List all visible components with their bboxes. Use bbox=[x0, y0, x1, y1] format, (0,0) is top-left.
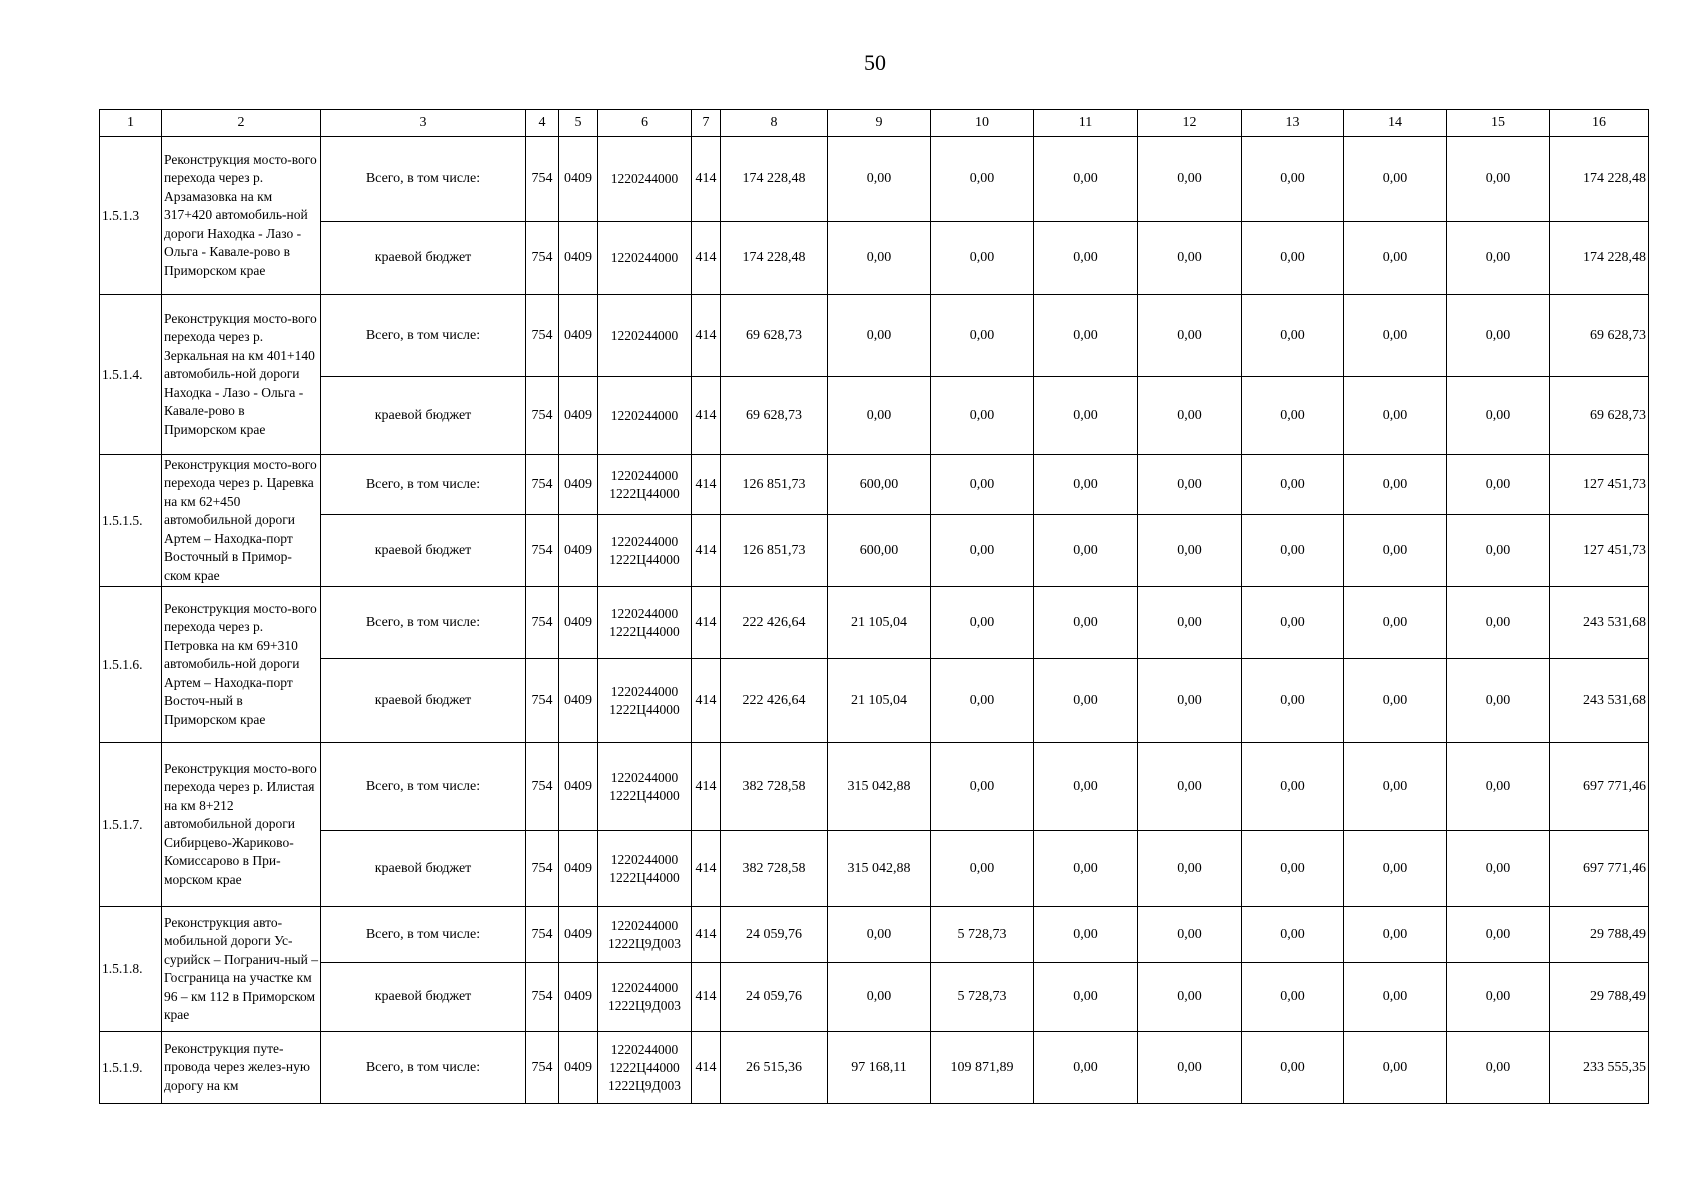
table-row bbox=[100, 222, 1649, 295]
cell-col-12: 0,00 bbox=[1138, 1032, 1242, 1104]
cell-col-12: 0,00 bbox=[1138, 907, 1242, 963]
cell-col-14: 0,00 bbox=[1344, 1032, 1447, 1104]
cell-col-11: 0,00 bbox=[1034, 659, 1138, 743]
entry-name: Реконструкция мосто-вого перехода через р. Царевка на км 62+450 автомобильной дороги Артем – Находка-порт Восточный в Примор-ском крае bbox=[162, 455, 321, 587]
col-header-4: 4 bbox=[526, 110, 559, 137]
cell-col-11: 0,00 bbox=[1034, 831, 1138, 907]
cell-col-15: 0,00 bbox=[1447, 222, 1550, 295]
entry-code: 1.5.1.3 bbox=[100, 137, 162, 295]
cell-col-16: 69 628,73 bbox=[1550, 377, 1649, 455]
col-header-14: 14 bbox=[1344, 110, 1447, 137]
cell-col-14: 0,00 bbox=[1344, 659, 1447, 743]
cell-col-5: 0409 bbox=[559, 831, 598, 907]
cell-col-16: 69 628,73 bbox=[1550, 295, 1649, 377]
cell-col-9: 0,00 bbox=[828, 907, 931, 963]
target-article-codes bbox=[598, 831, 692, 907]
cell-col-11: 0,00 bbox=[1034, 907, 1138, 963]
cell-col-10: 0,00 bbox=[931, 455, 1034, 515]
cell-col-4: 754 bbox=[526, 659, 559, 743]
row-category-label: краевой бюджет bbox=[321, 831, 526, 907]
target-article-code: 1220244000 bbox=[610, 769, 679, 785]
cell-col-12: 0,00 bbox=[1138, 377, 1242, 455]
cell-col-4: 754 bbox=[526, 963, 559, 1032]
entry-code: 1.5.1.4. bbox=[100, 295, 162, 455]
cell-col-8: 222 426,64 bbox=[721, 587, 828, 659]
cell-col-16: 233 555,35 bbox=[1550, 1032, 1649, 1104]
row-category-label: Всего, в том числе: bbox=[321, 1032, 526, 1104]
target-article-code: 1222Ц44000 bbox=[609, 485, 680, 501]
target-article-code: 1220244000 bbox=[610, 917, 679, 933]
cell-col-10: 109 871,89 bbox=[931, 1032, 1034, 1104]
cell-col-5: 0409 bbox=[559, 587, 598, 659]
entry-name: Реконструкция авто-мобильной дороги Ус-сурийск – Погранич-ный – Госграница на участке км 96 – км 112 в Приморском крае bbox=[162, 907, 321, 1032]
col-header-2: 2 bbox=[162, 110, 321, 137]
target-article-codes bbox=[598, 455, 692, 515]
row-category-label: Всего, в том числе: bbox=[321, 743, 526, 831]
cell-col-11: 0,00 bbox=[1034, 515, 1138, 587]
cell-col-7: 414 bbox=[692, 295, 721, 377]
cell-col-7: 414 bbox=[692, 222, 721, 295]
row-category-label: Всего, в том числе: bbox=[321, 455, 526, 515]
cell-col-8: 174 228,48 bbox=[721, 137, 828, 222]
cell-col-8: 126 851,73 bbox=[721, 515, 828, 587]
cell-col-15: 0,00 bbox=[1447, 659, 1550, 743]
target-article-codes bbox=[598, 295, 692, 377]
cell-col-16: 127 451,73 bbox=[1550, 515, 1649, 587]
cell-col-13: 0,00 bbox=[1242, 907, 1344, 963]
target-article-code: 1220244000 bbox=[610, 533, 679, 549]
cell-col-9: 0,00 bbox=[828, 377, 931, 455]
cell-col-7: 414 bbox=[692, 515, 721, 587]
cell-col-14: 0,00 bbox=[1344, 515, 1447, 587]
cell-col-16: 29 788,49 bbox=[1550, 963, 1649, 1032]
table-row bbox=[100, 515, 1649, 587]
cell-col-15: 0,00 bbox=[1447, 831, 1550, 907]
row-category-label: краевой бюджет bbox=[321, 222, 526, 295]
cell-col-10: 0,00 bbox=[931, 515, 1034, 587]
target-article-code: 1222Ц44000 bbox=[609, 869, 680, 885]
cell-col-10: 0,00 bbox=[931, 743, 1034, 831]
col-header-16: 16 bbox=[1550, 110, 1649, 137]
target-article-codes bbox=[598, 1032, 692, 1104]
target-article-code: 1222Ц9Д003 bbox=[608, 935, 681, 951]
cell-col-9: 0,00 bbox=[828, 222, 931, 295]
cell-col-16: 174 228,48 bbox=[1550, 222, 1649, 295]
cell-col-13: 0,00 bbox=[1242, 455, 1344, 515]
cell-col-10: 5 728,73 bbox=[931, 963, 1034, 1032]
cell-col-15: 0,00 bbox=[1447, 743, 1550, 831]
entry-code: 1.5.1.5. bbox=[100, 455, 162, 587]
cell-col-13: 0,00 bbox=[1242, 659, 1344, 743]
cell-col-4: 754 bbox=[526, 587, 559, 659]
cell-col-13: 0,00 bbox=[1242, 587, 1344, 659]
table-row bbox=[100, 907, 1649, 963]
cell-col-15: 0,00 bbox=[1447, 1032, 1550, 1104]
cell-col-12: 0,00 bbox=[1138, 743, 1242, 831]
table-row bbox=[100, 831, 1649, 907]
cell-col-11: 0,00 bbox=[1034, 137, 1138, 222]
cell-col-4: 754 bbox=[526, 295, 559, 377]
cell-col-5: 0409 bbox=[559, 743, 598, 831]
cell-col-5: 0409 bbox=[559, 1032, 598, 1104]
col-header-9: 9 bbox=[828, 110, 931, 137]
col-header-10: 10 bbox=[931, 110, 1034, 137]
table-row bbox=[100, 137, 1649, 222]
cell-col-15: 0,00 bbox=[1447, 137, 1550, 222]
cell-col-5: 0409 bbox=[559, 377, 598, 455]
cell-col-15: 0,00 bbox=[1447, 377, 1550, 455]
cell-col-7: 414 bbox=[692, 137, 721, 222]
cell-col-5: 0409 bbox=[559, 659, 598, 743]
entry-name: Реконструкция мосто-вого перехода через р. Петровка на км 69+310 автомобиль-ной дороги Артем – Находка-порт Восточ-ный в Приморском крае bbox=[162, 587, 321, 743]
cell-col-14: 0,00 bbox=[1344, 455, 1447, 515]
cell-col-14: 0,00 bbox=[1344, 743, 1447, 831]
cell-col-11: 0,00 bbox=[1034, 295, 1138, 377]
cell-col-7: 414 bbox=[692, 377, 721, 455]
target-article-code: 1220244000 bbox=[610, 605, 679, 621]
target-article-codes bbox=[598, 659, 692, 743]
target-article-codes bbox=[598, 377, 692, 455]
cell-col-5: 0409 bbox=[559, 963, 598, 1032]
entry-code: 1.5.1.9. bbox=[100, 1032, 162, 1104]
col-header-13: 13 bbox=[1242, 110, 1344, 137]
cell-col-10: 0,00 bbox=[931, 377, 1034, 455]
col-header-5: 5 bbox=[559, 110, 598, 137]
cell-col-14: 0,00 bbox=[1344, 963, 1447, 1032]
target-article-code: 1222Ц44000 bbox=[609, 787, 680, 803]
cell-col-10: 0,00 bbox=[931, 831, 1034, 907]
entry-name: Реконструкция путе-провода через желез-ную дорогу на км bbox=[162, 1032, 321, 1104]
cell-col-4: 754 bbox=[526, 831, 559, 907]
target-article-codes bbox=[598, 515, 692, 587]
table-row bbox=[100, 659, 1649, 743]
cell-col-5: 0409 bbox=[559, 222, 598, 295]
row-category-label: краевой бюджет bbox=[321, 377, 526, 455]
cell-col-15: 0,00 bbox=[1447, 587, 1550, 659]
cell-col-9: 600,00 bbox=[828, 455, 931, 515]
cell-col-13: 0,00 bbox=[1242, 295, 1344, 377]
cell-col-7: 414 bbox=[692, 659, 721, 743]
cell-col-14: 0,00 bbox=[1344, 587, 1447, 659]
cell-col-13: 0,00 bbox=[1242, 743, 1344, 831]
entry-code: 1.5.1.8. bbox=[100, 907, 162, 1032]
target-article-code: 1220244000 bbox=[610, 407, 679, 423]
cell-col-14: 0,00 bbox=[1344, 831, 1447, 907]
cell-col-9: 0,00 bbox=[828, 963, 931, 1032]
row-category-label: Всего, в том числе: bbox=[321, 295, 526, 377]
col-header-1: 1 bbox=[100, 110, 162, 137]
target-article-code: 1220244000 bbox=[610, 851, 679, 867]
target-article-codes bbox=[598, 963, 692, 1032]
cell-col-16: 243 531,68 bbox=[1550, 587, 1649, 659]
row-category-label: краевой бюджет bbox=[321, 963, 526, 1032]
cell-col-7: 414 bbox=[692, 743, 721, 831]
cell-col-14: 0,00 bbox=[1344, 222, 1447, 295]
target-article-code: 1220244000 bbox=[610, 327, 679, 343]
cell-col-10: 0,00 bbox=[931, 222, 1034, 295]
row-category-label: Всего, в том числе: bbox=[321, 907, 526, 963]
cell-col-8: 174 228,48 bbox=[721, 222, 828, 295]
cell-col-4: 754 bbox=[526, 455, 559, 515]
cell-col-5: 0409 bbox=[559, 515, 598, 587]
cell-col-9: 97 168,11 bbox=[828, 1032, 931, 1104]
cell-col-16: 29 788,49 bbox=[1550, 907, 1649, 963]
col-header-12: 12 bbox=[1138, 110, 1242, 137]
col-header-7: 7 bbox=[692, 110, 721, 137]
table-row bbox=[100, 743, 1649, 831]
cell-col-13: 0,00 bbox=[1242, 1032, 1344, 1104]
cell-col-16: 127 451,73 bbox=[1550, 455, 1649, 515]
cell-col-12: 0,00 bbox=[1138, 515, 1242, 587]
cell-col-11: 0,00 bbox=[1034, 743, 1138, 831]
target-article-codes bbox=[598, 222, 692, 295]
cell-col-16: 697 771,46 bbox=[1550, 743, 1649, 831]
cell-col-8: 382 728,58 bbox=[721, 743, 828, 831]
cell-col-8: 222 426,64 bbox=[721, 659, 828, 743]
cell-col-12: 0,00 bbox=[1138, 587, 1242, 659]
col-header-8: 8 bbox=[721, 110, 828, 137]
cell-col-9: 600,00 bbox=[828, 515, 931, 587]
target-article-code: 1222Ц44000 bbox=[609, 701, 680, 717]
table-row bbox=[100, 455, 1649, 515]
cell-col-12: 0,00 bbox=[1138, 831, 1242, 907]
cell-col-10: 0,00 bbox=[931, 659, 1034, 743]
target-article-code: 1220244000 bbox=[610, 683, 679, 699]
cell-col-5: 0409 bbox=[559, 907, 598, 963]
cell-col-7: 414 bbox=[692, 831, 721, 907]
cell-col-9: 315 042,88 bbox=[828, 831, 931, 907]
cell-col-14: 0,00 bbox=[1344, 377, 1447, 455]
table-row bbox=[100, 377, 1649, 455]
cell-col-4: 754 bbox=[526, 222, 559, 295]
cell-col-7: 414 bbox=[692, 455, 721, 515]
cell-col-12: 0,00 bbox=[1138, 659, 1242, 743]
cell-col-9: 315 042,88 bbox=[828, 743, 931, 831]
cell-col-13: 0,00 bbox=[1242, 222, 1344, 295]
cell-col-16: 697 771,46 bbox=[1550, 831, 1649, 907]
cell-col-9: 0,00 bbox=[828, 295, 931, 377]
cell-col-15: 0,00 bbox=[1447, 515, 1550, 587]
cell-col-5: 0409 bbox=[559, 137, 598, 222]
cell-col-11: 0,00 bbox=[1034, 1032, 1138, 1104]
cell-col-11: 0,00 bbox=[1034, 222, 1138, 295]
cell-col-7: 414 bbox=[692, 587, 721, 659]
target-article-code: 1222Ц9Д003 bbox=[608, 1077, 681, 1093]
target-article-codes bbox=[598, 587, 692, 659]
target-article-code: 1222Ц44000 bbox=[609, 551, 680, 567]
table-row bbox=[100, 295, 1649, 377]
col-header-3: 3 bbox=[321, 110, 526, 137]
cell-col-5: 0409 bbox=[559, 295, 598, 377]
cell-col-13: 0,00 bbox=[1242, 831, 1344, 907]
cell-col-12: 0,00 bbox=[1138, 455, 1242, 515]
cell-col-13: 0,00 bbox=[1242, 963, 1344, 1032]
cell-col-15: 0,00 bbox=[1447, 907, 1550, 963]
cell-col-4: 754 bbox=[526, 377, 559, 455]
cell-col-8: 126 851,73 bbox=[721, 455, 828, 515]
cell-col-15: 0,00 bbox=[1447, 295, 1550, 377]
cell-col-10: 0,00 bbox=[931, 587, 1034, 659]
entry-code: 1.5.1.7. bbox=[100, 743, 162, 907]
cell-col-10: 0,00 bbox=[931, 137, 1034, 222]
cell-col-4: 754 bbox=[526, 137, 559, 222]
target-article-code: 1220244000 bbox=[610, 980, 679, 995]
row-category-label: краевой бюджет bbox=[321, 659, 526, 743]
cell-col-7: 414 bbox=[692, 907, 721, 963]
entry-name: Реконструкция мосто-вого перехода через р. Зеркальная на км 401+140 автомобиль-ной дороги Находка - Лазо - Ольга - Кавале-рово в Приморском крае bbox=[162, 295, 321, 455]
col-header-6: 6 bbox=[598, 110, 692, 137]
target-article-code: 1222Ц44000 bbox=[609, 1059, 680, 1075]
cell-col-14: 0,00 bbox=[1344, 907, 1447, 963]
target-article-code: 1222Ц9Д003 bbox=[608, 998, 681, 1013]
cell-col-7: 414 bbox=[692, 1032, 721, 1104]
cell-col-4: 754 bbox=[526, 1032, 559, 1104]
entry-name: Реконструкция мосто-вого перехода через р. Арзамазовка на км 317+420 автомобиль-ной дороги Находка - Лазо - Ольга - Кавале-рово в Приморском крае bbox=[162, 137, 321, 295]
col-header-15: 15 bbox=[1447, 110, 1550, 137]
cell-col-16: 174 228,48 bbox=[1550, 137, 1649, 222]
row-category-label: Всего, в том числе: bbox=[321, 587, 526, 659]
cell-col-10: 0,00 bbox=[931, 295, 1034, 377]
target-article-codes bbox=[598, 137, 692, 222]
cell-col-9: 0,00 bbox=[828, 137, 931, 222]
cell-col-10: 5 728,73 bbox=[931, 907, 1034, 963]
entry-code: 1.5.1.6. bbox=[100, 587, 162, 743]
cell-col-5: 0409 bbox=[559, 455, 598, 515]
cell-col-12: 0,00 bbox=[1138, 295, 1242, 377]
cell-col-8: 26 515,36 bbox=[721, 1032, 828, 1104]
cell-col-7: 414 bbox=[692, 963, 721, 1032]
entry-name: Реконструкция мосто-вого перехода через р. Илистая на км 8+212 автомобильной дороги Сибирцево-Жариково-Комиссарово в При-морском крае bbox=[162, 743, 321, 907]
page-number: 50 bbox=[864, 50, 886, 75]
cell-col-8: 382 728,58 bbox=[721, 831, 828, 907]
cell-col-14: 0,00 bbox=[1344, 137, 1447, 222]
cell-col-13: 0,00 bbox=[1242, 377, 1344, 455]
table-body bbox=[100, 137, 1649, 1104]
cell-col-16: 243 531,68 bbox=[1550, 659, 1649, 743]
cell-col-13: 0,00 bbox=[1242, 137, 1344, 222]
cell-col-12: 0,00 bbox=[1138, 137, 1242, 222]
row-category-label: Всего, в том числе: bbox=[321, 137, 526, 222]
cell-col-15: 0,00 bbox=[1447, 963, 1550, 1032]
cell-col-8: 69 628,73 bbox=[721, 377, 828, 455]
target-article-code: 1220244000 bbox=[610, 1041, 679, 1057]
cell-col-8: 24 059,76 bbox=[721, 907, 828, 963]
target-article-code: 1222Ц44000 bbox=[609, 623, 680, 639]
row-category-label: краевой бюджет bbox=[321, 515, 526, 587]
target-article-codes bbox=[598, 907, 692, 963]
header-row bbox=[100, 110, 1649, 137]
target-article-code: 1220244000 bbox=[610, 250, 679, 265]
cell-col-11: 0,00 bbox=[1034, 587, 1138, 659]
cell-col-4: 754 bbox=[526, 515, 559, 587]
budget-table bbox=[99, 109, 1649, 1104]
cell-col-8: 69 628,73 bbox=[721, 295, 828, 377]
cell-col-12: 0,00 bbox=[1138, 222, 1242, 295]
cell-col-4: 754 bbox=[526, 907, 559, 963]
cell-col-9: 21 105,04 bbox=[828, 587, 931, 659]
cell-col-8: 24 059,76 bbox=[721, 963, 828, 1032]
table-row bbox=[100, 1032, 1649, 1104]
cell-col-11: 0,00 bbox=[1034, 963, 1138, 1032]
cell-col-12: 0,00 bbox=[1138, 963, 1242, 1032]
table-row bbox=[100, 963, 1649, 1032]
cell-col-4: 754 bbox=[526, 743, 559, 831]
cell-col-11: 0,00 bbox=[1034, 455, 1138, 515]
cell-col-9: 21 105,04 bbox=[828, 659, 931, 743]
cell-col-14: 0,00 bbox=[1344, 295, 1447, 377]
cell-col-11: 0,00 bbox=[1034, 377, 1138, 455]
target-article-codes bbox=[598, 743, 692, 831]
cell-col-15: 0,00 bbox=[1447, 455, 1550, 515]
target-article-code: 1220244000 bbox=[610, 171, 679, 186]
table-row bbox=[100, 587, 1649, 659]
cell-col-13: 0,00 bbox=[1242, 515, 1344, 587]
target-article-code: 1220244000 bbox=[610, 467, 679, 483]
col-header-11: 11 bbox=[1034, 110, 1138, 137]
